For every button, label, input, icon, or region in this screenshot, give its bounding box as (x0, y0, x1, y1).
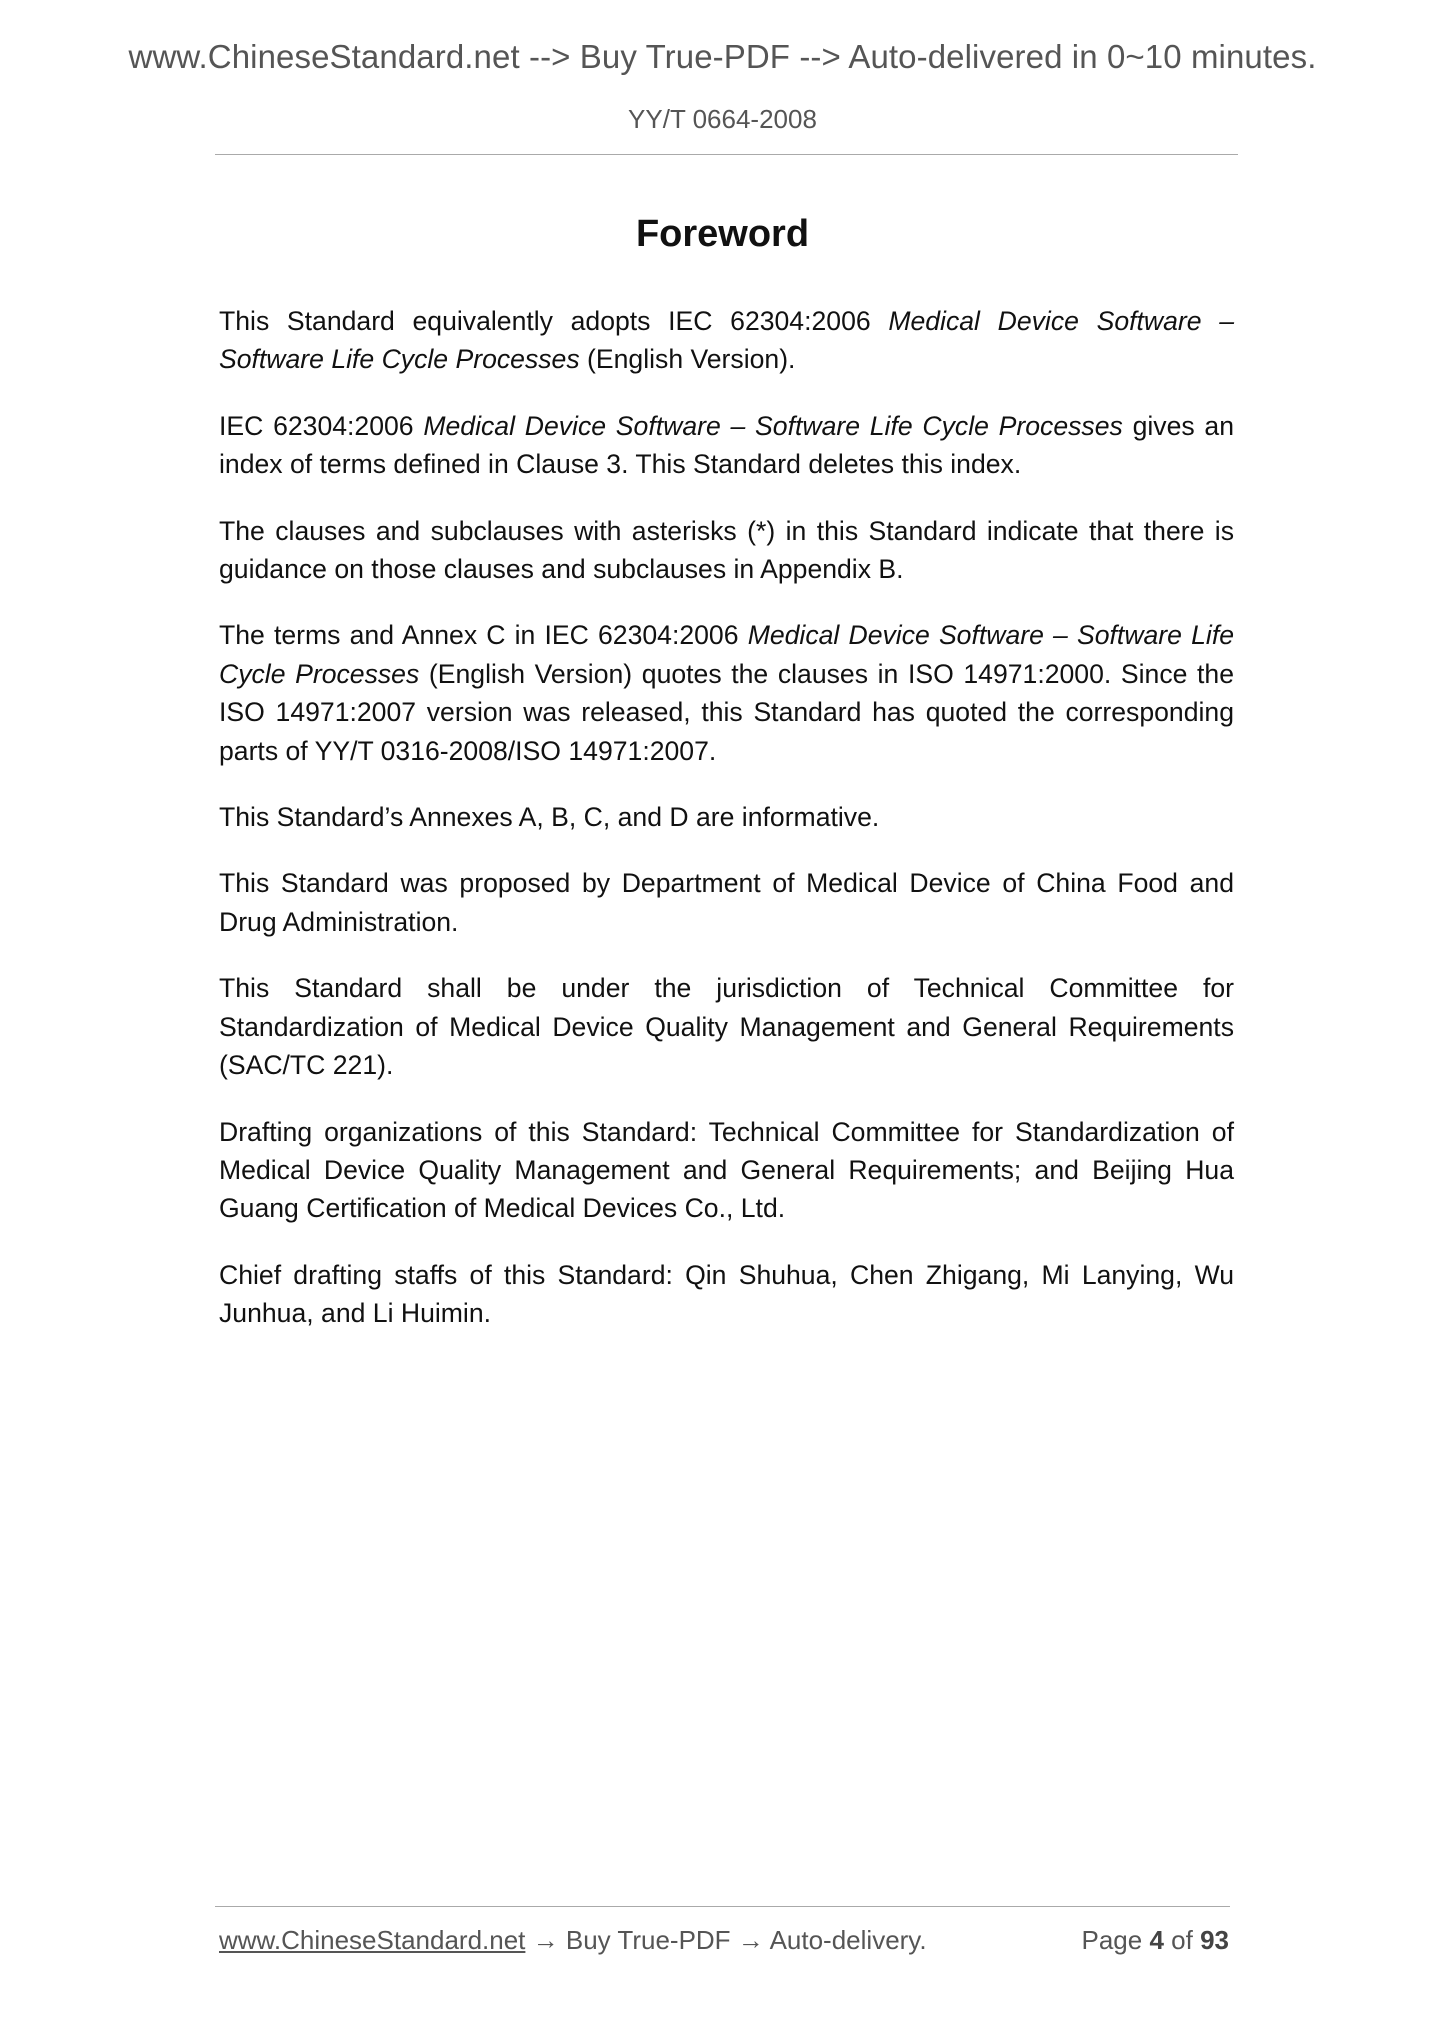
paragraph-text: IEC 62304:2006 (219, 410, 424, 441)
paragraph-adoption (219, 302, 1234, 379)
paragraph-annexes: This Standard’s Annexes A, B, C, and D are informative. (219, 802, 880, 833)
paragraph-drafting-staff: Chief drafting staffs of this Standard: Qin Shuhua, Chen Zhigang, Mi Lanying, Wu Junhua, and Li Huimin. (219, 1259, 1234, 1329)
paragraph-text: The terms and Annex C in IEC 62304:2006 (219, 620, 748, 651)
paragraph-annex-c (219, 616, 1234, 770)
paragraph-text: gives an index of terms defined in Clause 3. This Standard deletes this index. (219, 410, 1234, 480)
standard-title-italic: Medical Device Software – Software Life Cycle Processes (423, 410, 1123, 441)
paragraph-drafting-orgs: Drafting organizations of this Standard: Technical Committee for Standardization of Medical Device Quality Management and General Requirements; and Beijing Hua Guang Certification of Medical Devices Co., Ltd. (219, 1116, 1234, 1224)
footer-tagline: → Buy True-PDF → Auto-delivery. (525, 1925, 927, 1955)
foreword-body (219, 302, 1234, 1361)
footer-divider (215, 1906, 1230, 1907)
current-page: 4 (1149, 1925, 1164, 1955)
paragraph-jurisdiction: This Standard shall be under the jurisdiction of Technical Committee for Standardization of Medical Device Quality Management and General Requirements (SAC/TC 221). (219, 973, 1234, 1081)
page-footer (219, 1925, 1229, 1956)
paragraph-text: (English Version) quotes the clauses in ISO 14971:2000. Since the ISO 14971:2007 version was released, this Standard has quoted the corresponding parts of YY/T 0316-2008/ISO 14971:2007. (219, 658, 1234, 766)
paragraph-asterisks: The clauses and subclauses with asterisks (*) in this Standard indicate that there is guidance on those clauses and subclauses in Appendix B. (219, 515, 1234, 585)
page-label: Page (1081, 1925, 1143, 1955)
paragraph-text: (English Version). (579, 344, 796, 375)
standard-title-italic: Medical Device Software – Software Life Cycle Processes (219, 620, 1234, 689)
footer-website-link[interactable]: www.ChineseStandard.net (219, 1925, 526, 1955)
paragraph-index (219, 407, 1234, 484)
of-label: of (1171, 1925, 1193, 1955)
total-pages: 93 (1200, 1925, 1229, 1955)
standard-title-italic: Medical Device Software – Software Life Cycle Processes (219, 306, 1234, 375)
document-code: YY/T 0664-2008 (628, 104, 817, 134)
header-divider (215, 154, 1238, 155)
page-title: Foreword (635, 213, 810, 255)
page-number (1081, 1925, 1229, 1956)
top-banner: www.ChineseStandard.net --> Buy True-PDF --> Auto-delivered in 0~10 minutes. (128, 38, 1317, 75)
paragraph-text: This Standard equivalently adopts IEC 62304:2006 (219, 306, 889, 336)
paragraph-proposed: This Standard was proposed by Department of Medical Device of China Food and Drug Administration. (219, 868, 1234, 937)
